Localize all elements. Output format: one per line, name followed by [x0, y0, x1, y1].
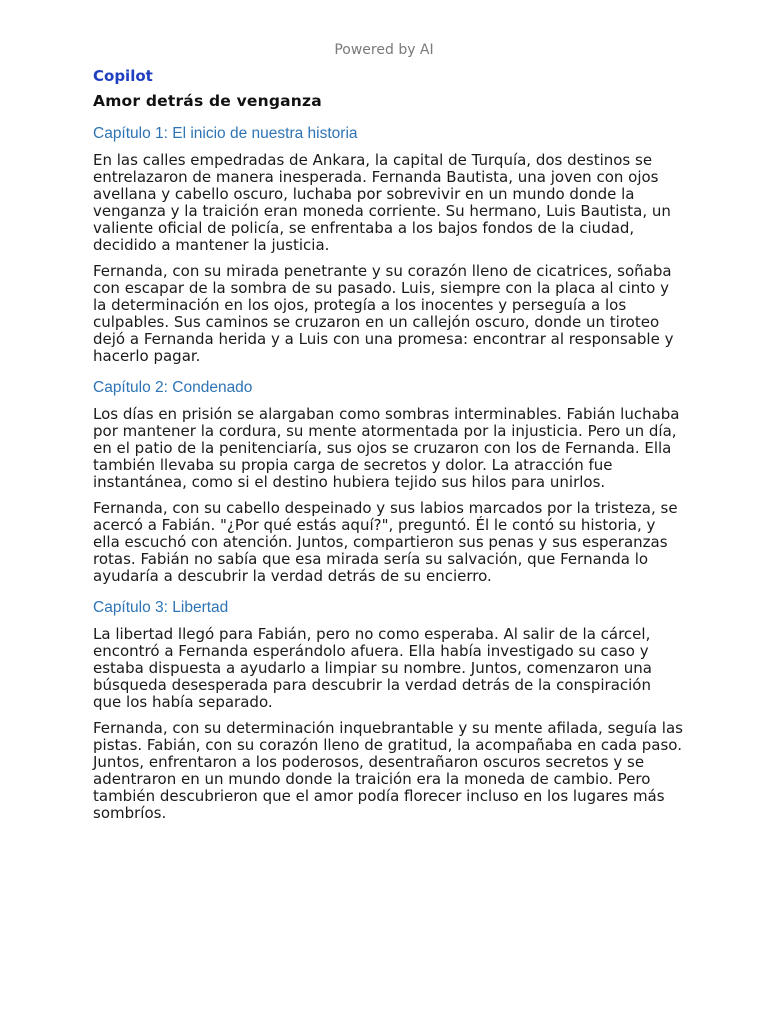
chapter-heading: Capítulo 2: Condenado	[93, 379, 253, 396]
copilot-brand: Copilot	[93, 67, 153, 85]
powered-by-label: Powered by AI	[334, 42, 434, 58]
chapter-1	[93, 124, 683, 365]
chapter-paragraph: En las calles empedradas de Ankara, la capital de Turquía, dos destinos se entrelazaron de manera inesperada. Fernanda Bautista, una joven con ojos avellana y cabello oscuro, luchaba por sobrevivir en un mundo donde la venganza y la traición eran moneda corriente. Su hermano, Luis Bautista, un valiente oficial de policía, se enfrentaba a los bajos fondos de la ciudad, decidido a mantener la justicia.	[93, 151, 671, 254]
chapter-paragraph: Fernanda, con su determinación inquebrantable y su mente afilada, seguía las pistas. Fabián, con su corazón lleno de gratitud, la acompañaba en cada paso. Juntos, enfrentaron a los poderosos, desentrañaron oscuros secretos y se adentraron en un mundo donde la traición era la moneda de cambio. Pero también descubrieron que el amor podía florecer incluso en los lugares más sombríos.	[93, 719, 683, 822]
chapter-2	[93, 378, 683, 585]
chapter-paragraph: Fernanda, con su cabello despeinado y sus labios marcados por la tristeza, se acercó a Fabián. "¿Por qué estás aquí?", preguntó. Él le contó su historia, y ella escuchó con atención. Juntos, compartieron sus penas y sus esperanzas rotas. Fabián no sabía que esa mirada sería su salvación, que Fernanda lo ayudaría a descubrir la verdad detrás de su encierro.	[93, 499, 678, 585]
chapter-paragraph: Los días en prisión se alargaban como sombras interminables. Fabián luchaba por mantener la cordura, su mente atormentada por la injusticia. Pero un día, en el patio de la penitenciaría, sus ojos se cruzaron con los de Fernanda. Ella también llevaba su propia carga de secretos y dolor. La atracción fue instantánea, como si el destino hubiera tejido sus hilos para unirlos.	[93, 405, 680, 491]
chapter-3	[93, 598, 683, 822]
chapter-paragraph: Fernanda, con su mirada penetrante y su corazón lleno de cicatrices, soñaba con escapar de la sombra de su pasado. Luis, siempre con la placa al cinto y la determinación en los ojos, protegía a los inocentes y perseguía a los culpables. Sus caminos se cruzaron en un callejón oscuro, donde un tiroteo dejó a Fernanda herida y a Luis con una promesa: encontrar al responsable y hacerlo pagar.	[93, 262, 674, 365]
chapter-paragraph: La libertad llegó para Fabián, pero no como esperaba. Al salir de la cárcel, encontró a Fernanda esperándolo afuera. Ella había investigado su caso y estaba dispuesta a ayudarlo a limpiar su nombre. Juntos, comenzaron una búsqueda desesperada para descubrir la verdad detrás de la conspiración que los había separado.	[93, 625, 652, 711]
chapter-heading: Capítulo 1: El inicio de nuestra historia	[93, 125, 358, 142]
chapter-heading: Capítulo 3: Libertad	[93, 599, 229, 616]
document-title: Amor detrás de venganza	[93, 92, 322, 110]
document-body	[93, 124, 683, 831]
